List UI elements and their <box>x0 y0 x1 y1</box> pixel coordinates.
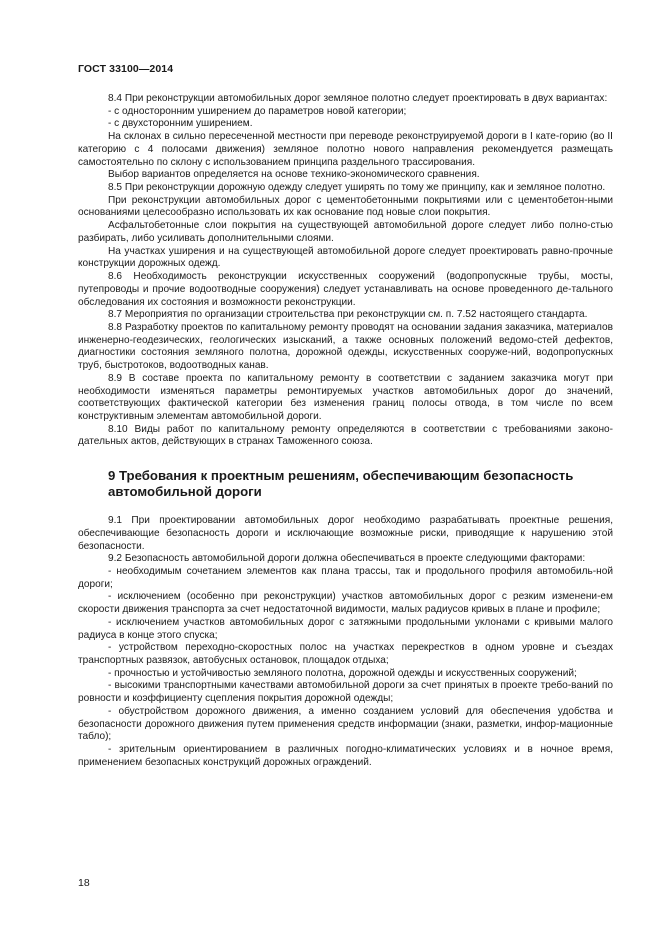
paragraph: 8.5 При реконструкции дорожную одежду следует уширять по тому же принципу, как и земляное полотно. <box>108 182 606 194</box>
list-item: - с односторонним уширением до параметров новой категории; <box>108 105 407 117</box>
paragraph: 9.1 При проектировании автомобильных дорог необходимо разрабатывать проектные решения, обеспечивающие безопасность дороги и исключающие возможные риски, приводящие к нарушению этой безопасности. <box>78 515 613 552</box>
list-item: - устройством переходно-скоростных полос на участках перекрестков в одном уровне и съездах транспортных развязок, автобусных остановок, площадок отдыха; <box>78 642 613 667</box>
paragraph: 8.4 При реконструкции автомобильных дорог земляное полотно следует проектировать в двух вариантах: <box>108 93 608 104</box>
paragraph: На склонах в сильно пересеченной местности при переводе реконструируемой дороги в I кате-горию (во II категорию с 4 полосами движения) земляное полотно нового направления рекомендуется размещать самостоятельно по склону с использованием принципа раздельного трассирования. <box>78 131 613 168</box>
list-item: - зрительным ориентированием в различных погодно-климатических условиях и в ночное время, применением безопасных конструкций дорожных ограждений. <box>78 744 613 768</box>
section-9 <box>78 515 613 769</box>
paragraph: 9.2 Безопасность автомобильной дороги должна обеспечиваться в проекте следующими факторами: <box>108 553 586 565</box>
paragraph: 8.7 Мероприятия по организации строительства при реконструкции см. п. 7.52 настоящего стандарта. <box>108 309 588 321</box>
paragraph: 8.10 Виды работ по капитальному ремонту определяются в соответствии с требованиями законо-дательных актов, действующих в странах Таможенного союза. <box>78 423 613 448</box>
section-9-title: 9 Требования к проектным решениям, обеспечивающим безопасность автомобильной дороги <box>108 468 574 500</box>
list-item: - прочностью и устойчивостью земляного полотна, дорожной одежды и искусственных сооружений; <box>108 667 577 679</box>
paragraph: 8.8 Разработку проектов по капитальному ремонту проводят на основании задания заказчика, материалов инженерно-геодезических, геологических изысканий, а также основных положений ведомо-стей дефектов, диагностики состояния земляного полотна, дорожной одежды, искусственных сооруже-ний, водопропускных труб, быстротоков, водоотводных канав. <box>78 321 613 372</box>
paragraph: 8.9 В составе проекта по капитальному ремонту в соответствии с заданием заказчика могут при необходимости изменяться параметры ремонтируемых участков автомобильных дорог до значений, соответствующих фактической категории без изменения границ полосы отвода, в том числе по всем конструктивным элементам автомобильной дороги. <box>78 372 613 422</box>
section-8 <box>78 93 613 449</box>
paragraph: Выбор вариантов определяется на основе технико-экономического сравнения. <box>108 169 480 181</box>
page-number: 18 <box>78 877 90 889</box>
document-body <box>78 93 613 770</box>
paragraph: При реконструкции автомобильных дорог с цементобетонными покрытиями или с цементобетон-ными основаниями целесообразно использовать их как основание под новые слои покрытия. <box>78 194 613 219</box>
list-item: - необходимым сочетанием элементов как плана трассы, так и продольного профиля автомобиль-ной дороги; <box>78 566 613 590</box>
list-item: - высокими транспортными качествами автомобильной дороги за счет принятых в проекте требо-ваний по ровности и коэффициенту сцепления покрытия дорожной одежды; <box>78 680 613 705</box>
paragraph: На участках уширения и на существующей автомобильной дороге следует проектировать равно-прочные конструкции дорожных одежд. <box>78 245 613 270</box>
list-item: - исключением (особенно при реконструкции) участков автомобильных дорог с резким изменени-ем скорости движения транспорта за счет недостаточной видимости, малых радиусов кривых в плане и профиле; <box>78 591 613 616</box>
paragraph: Асфальтобетонные слои покрытия на существующей автомобильной дороге следует либо полно-стью разбирать, либо усиливать дополнительными слоями. <box>78 220 613 244</box>
list-item: - с двухсторонним уширением. <box>108 118 253 130</box>
paragraph: 8.6 Необходимость реконструкции искусственных сооружений (водопропускные трубы, мосты, путепроводы и прочие водоотводные сооружения) следует устанавливать на основе проведенного де-тального обследования их состояния и возможности реконструкции. <box>78 271 613 308</box>
list-item: - исключением участков автомобильных дорог с затяжными продольными уклонами с кривыми малого радиуса в конце этого спуска; <box>78 616 613 641</box>
document-header: ГОСТ 33100—2014 <box>78 63 174 75</box>
list-item: - обустройством дорожного движения, а именно созданием условий для обеспечения удобства и безопасности дорожного движения путем применения средств информации (знаки, разметки, инфор-мационные табло); <box>78 705 613 743</box>
